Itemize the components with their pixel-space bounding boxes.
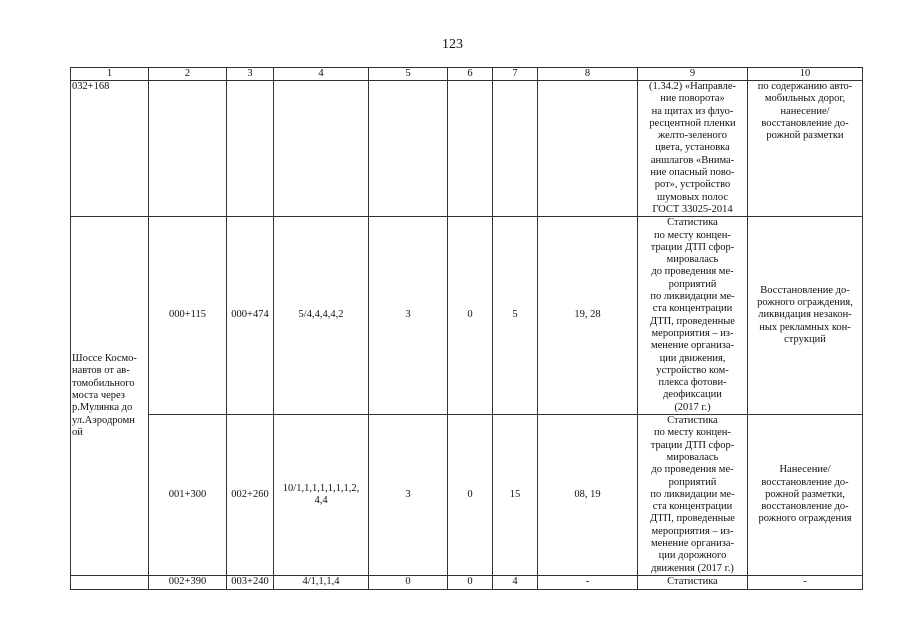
column-header: 10: [748, 68, 863, 81]
table-row: [71, 575, 863, 589]
table-cell: 4: [493, 575, 538, 589]
column-header: 6: [448, 68, 493, 81]
table-row: [71, 217, 863, 415]
planned-measures-cell: Восстановление до- рожного ограждения, ликвидация незакон- ных рекламных кон- струкций: [748, 217, 863, 415]
table-cell: 0: [448, 217, 493, 415]
table-cell: [448, 81, 493, 217]
table-cell: 08, 19: [538, 415, 638, 576]
table-cell: 3: [369, 217, 448, 415]
measures-cell: Статистика по месту концен- трации ДТП сфор- мировалась до проведения ме- роприятий по ликвидации ме- ста концентрации ДТП, проведенные мероприятия – из- менение организа- ции дорожного движения (2017 г.): [638, 415, 748, 576]
table-cell: 000+115: [149, 217, 227, 415]
table-cell: 0: [448, 575, 493, 589]
table-cell: 000+474: [227, 217, 274, 415]
column-header: 4: [274, 68, 369, 81]
planned-measures-cell: -: [748, 575, 863, 589]
table-row: [71, 81, 863, 217]
road-name-cell: Шоссе Космо- навтов от ав- томобильного моста через р.Мулянка до ул.Аэродромн ой: [71, 217, 149, 576]
table-cell: 0: [369, 575, 448, 589]
table-cell: 4/1,1,1,4: [274, 575, 369, 589]
table-cell: 3: [369, 415, 448, 576]
column-header: 8: [538, 68, 638, 81]
table-cell: 19, 28: [538, 217, 638, 415]
table-cell: 5: [493, 217, 538, 415]
table-row: [71, 415, 863, 576]
table-cell: 002+260: [227, 415, 274, 576]
table-cell: 10/1,1,1,1,1,1,1,2, 4,4: [274, 415, 369, 576]
column-header: 2: [149, 68, 227, 81]
table-cell: 0: [448, 415, 493, 576]
table-cell: [493, 81, 538, 217]
column-header: 1: [71, 68, 149, 81]
table-cell: 002+390: [149, 575, 227, 589]
column-header: 3: [227, 68, 274, 81]
table-cell: [538, 81, 638, 217]
column-header: 7: [493, 68, 538, 81]
column-header: 5: [369, 68, 448, 81]
table-header-row: [71, 68, 863, 81]
table-cell: 5/4,4,4,4,2: [274, 217, 369, 415]
column-header: 9: [638, 68, 748, 81]
measures-cell: Статистика по месту концен- трации ДТП сфор- мировалась до проведения ме- роприятий по ликвидации ме- ста концентрации ДТП, проведенные мероприятия – из- менение организа- ции движения, устройство ком- плекса фотови- деофиксации (2017 г.): [638, 217, 748, 415]
table-cell: [71, 575, 149, 589]
table-cell: [369, 81, 448, 217]
planned-measures-cell: по содержанию авто- мобильных дорог, нанесение/ восстановление до- рожной разметки: [748, 81, 863, 217]
measures-cell: (1.34.2) «Направле- ние поворота» на щитах из флуо- ресцентной пленки желто-зеленого цвета, установка аншлагов «Внима- ние опасный пово- рот», устройство шумовых полос ГОСТ 33025-2014: [638, 81, 748, 217]
data-table: [70, 67, 863, 590]
table-cell: 001+300: [149, 415, 227, 576]
table-cell: [274, 81, 369, 217]
road-name-cell: 032+168: [71, 81, 149, 217]
table-cell: -: [538, 575, 638, 589]
table-cell: [149, 81, 227, 217]
table-cell: [227, 81, 274, 217]
page-number: 123: [442, 37, 463, 52]
table-cell: 003+240: [227, 575, 274, 589]
measures-cell: Статистика: [638, 575, 748, 589]
planned-measures-cell: Нанесение/ восстановление до- рожной разметки, восстановление до- рожного ограждения: [748, 415, 863, 576]
table-cell: 15: [493, 415, 538, 576]
